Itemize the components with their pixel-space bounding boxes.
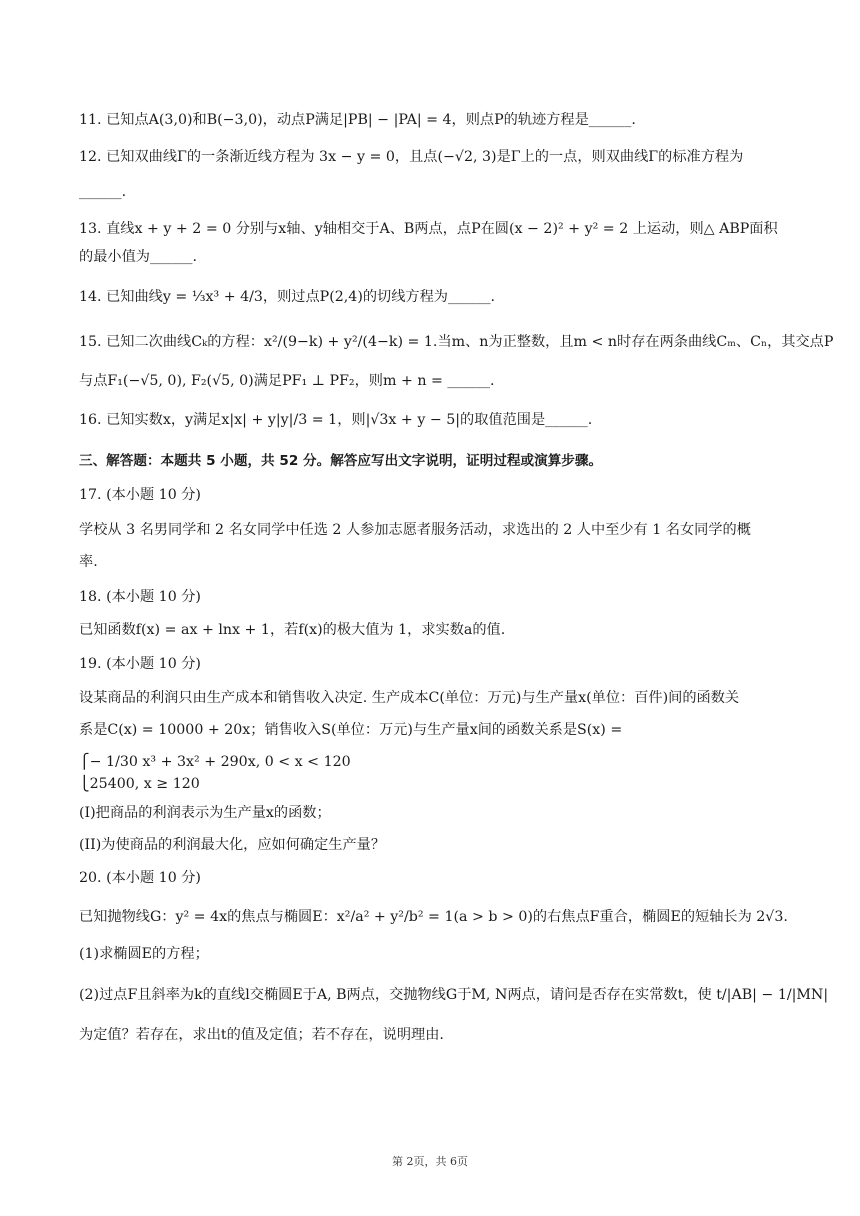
question-19-part2: (II)为使商品的利润最大化，应如何确定生产量？	[79, 837, 386, 853]
question-19-piecewise-case1: ⎧− 1/30 x³ + 3x² + 290x, 0 < x < 120	[79, 754, 351, 770]
problem-11: 11. 已知点A(3,0)和B(−3,0)，动点P满足|PB| − |PA| = 4，则点P的轨迹方程是______.	[79, 112, 636, 128]
question-20-heading: 20. (本小题 10 分)	[79, 870, 201, 886]
question-19-piecewise-case2: ⎩25400, x ≥ 120	[79, 776, 200, 792]
problem-16: 16. 已知实数x，y满足x|x| + y|y|/3 = 1，则|√3x + y − 5|的取值范围是______.	[79, 412, 593, 428]
section-3-heading: 三、解答题：本题共 5 小题，共 52 分。解答应写出文字说明，证明过程或演算步骤。	[79, 453, 603, 469]
question-19-heading: 19. (本小题 10 分)	[79, 656, 201, 672]
problem-12-line1: 12. 已知双曲线Γ的一条渐近线方程为 3x − y = 0，且点(−√2, 3)是Γ上的一点，则双曲线Γ的标准方程为	[79, 149, 744, 165]
problem-13-line1: 13. 直线x + y + 2 = 0 分别与x轴、y轴相交于A、B两点，点P在圆(x − 2)² + y² = 2 上运动，则△ ABP面积	[79, 221, 778, 237]
question-19-body-line2: 系是C(x) = 10000 + 20x；销售收入S(单位：万元)与生产量x间的函数关系是S(x) =	[79, 722, 623, 738]
problem-15-line1: 15. 已知二次曲线Cₖ的方程：x²/(9−k) + y²/(4−k) = 1.当m、n为正整数，且m < n时存在两条曲线Cₘ、Cₙ，其交点P	[79, 334, 834, 350]
problem-14: 14. 已知曲线y = ⅓x³ + 4/3，则过点P(2,4)的切线方程为______.	[79, 289, 496, 305]
question-17-heading: 17. (本小题 10 分)	[79, 487, 201, 503]
question-20-body: 已知抛物线G：y² = 4x的焦点与椭圆E：x²/a² + y²/b² = 1(a > b > 0)的右焦点F重合，椭圆E的短轴长为 2√3.	[79, 909, 788, 925]
question-20-part2-line1: (2)过点F且斜率为k的直线l交椭圆E于A, B两点，交抛物线G于M, N两点，请问是否存在实常数t，使 t/|AB| − 1/|MN|	[79, 987, 829, 1003]
question-17-body-line2: 率.	[79, 554, 98, 570]
page-number: 第 2页，共 6页	[392, 1155, 468, 1168]
problem-15-line2: 与点F₁(−√5, 0), F₂(√5, 0)满足PF₁ ⊥ PF₂，则m + n = ______.	[79, 373, 495, 389]
question-17-body-line1: 学校从 3 名男同学和 2 名女同学中任选 2 人参加志愿者服务活动，求选出的 2 人中至少有 1 名女同学的概	[79, 522, 751, 538]
question-19-part1: (I)把商品的利润表示为生产量x的函数；	[79, 805, 331, 821]
question-20-part1: (1)求椭圆E的方程；	[79, 946, 209, 962]
question-18-heading: 18. (本小题 10 分)	[79, 589, 201, 605]
question-20-part2-line2: 为定值？若存在，求出t的值及定值；若不存在，说明理由.	[79, 1027, 444, 1043]
problem-12-line2: ______.	[79, 184, 127, 200]
question-19-body-line1: 设某商品的利润只由生产成本和销售收入决定. 生产成本C(单位：万元)与生产量x(单位：百件)间的函数关	[79, 690, 740, 706]
problem-13-line2: 的最小值为______.	[79, 249, 198, 265]
question-18-body: 已知函数f(x) = ax + lnx + 1，若f(x)的极大值为 1，求实数a的值.	[79, 622, 506, 638]
